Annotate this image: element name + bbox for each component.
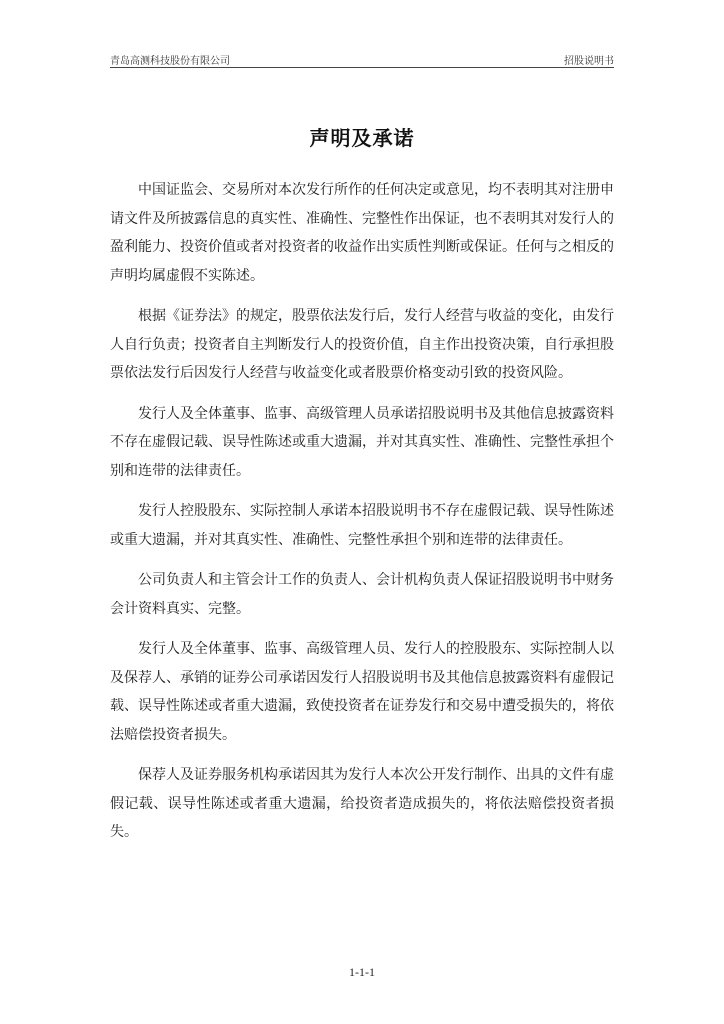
paragraph: 发行人及全体董事、监事、高级管理人员、发行人的控股股东、实际控制人以及保荐人、承销的证券公司承诺因发行人招股说明书及其他信息披露资料有虚假记载、误导性陈述或者重大遗漏，致使投资者在证券发行和交易中遭受损失的，将依法赔偿投资者损失。 — [110, 641, 614, 743]
paragraph: 保荐人及证券服务机构承诺因其为发行人本次公开发行制作、出具的文件有虚假记载、误导性陈述或者重大遗漏，给投资者造成损失的，将依法赔偿投资者损失。 — [110, 767, 614, 840]
document-body — [110, 176, 614, 859]
page-number: 1-1-1 — [349, 965, 375, 979]
page-title: 声明及承诺 — [309, 126, 415, 150]
paragraph: 公司负责人和主管会计工作的负责人、会计机构负责人保证招股说明书中财务会计资料真实、完整。 — [110, 572, 614, 617]
paragraph: 中国证监会、交易所对本次发行所作的任何决定或意见，均不表明其对注册申请文件及所披露信息的真实性、准确性、完整性作出保证，也不表明其对发行人的盈利能力、投资价值或者对投资者的收益作出实质性判断或保证。任何与之相反的声明均属虚假不实陈述。 — [110, 182, 614, 284]
paragraph: 发行人及全体董事、监事、高级管理人员承诺招股说明书及其他信息披露资料不存在虚假记载、误导性陈述或重大遗漏，并对其真实性、准确性、完整性承担个别和连带的法律责任。 — [110, 405, 614, 479]
paragraph: 发行人控股股东、实际控制人承诺本招股说明书不存在虚假记载、误导性陈述或重大遗漏，并对其真实性、准确性、完整性承担个别和连带的法律责任。 — [110, 503, 614, 548]
page-header — [110, 52, 614, 66]
header-document-type: 招股说明书 — [564, 56, 614, 67]
paragraph: 根据《证券法》的规定，股票依法发行后，发行人经营与收益的变化，由发行人自行负责；投资者自主判断发行人的投资价值，自主作出投资决策，自行承担股票依法发行后因发行人经营与收益变化或者股票价格变动引致的投资风险。 — [110, 308, 614, 381]
header-divider — [110, 67, 614, 68]
header-company-name: 青岛高测科技股份有限公司 — [110, 56, 230, 67]
